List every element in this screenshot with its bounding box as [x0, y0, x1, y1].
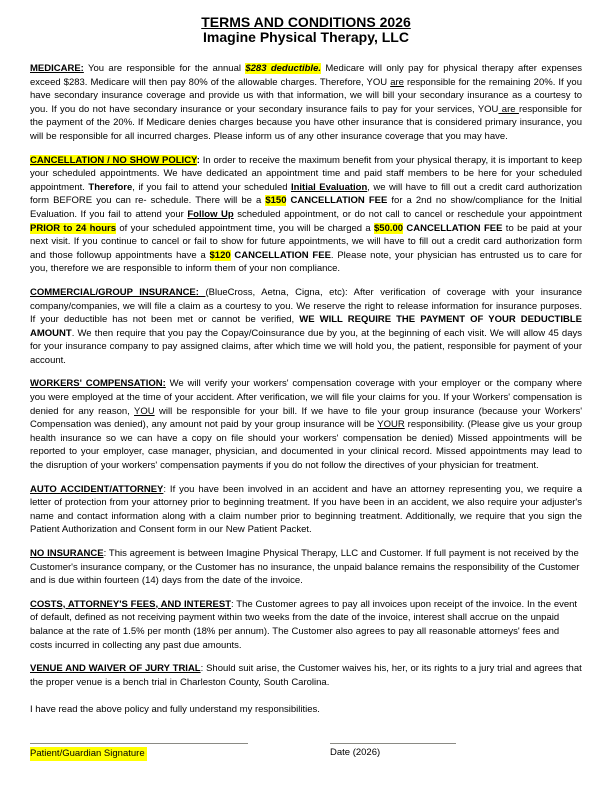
date-field [330, 743, 530, 761]
paragraph-cancellation-no-show-policy [30, 154, 582, 276]
text-run: CANCELLATION FEE [286, 195, 388, 207]
acknowledgement-statement: I have read the above policy and fully understand my responsibilities. [30, 704, 320, 716]
text-run: $283 deductible. [245, 63, 321, 74]
text-run: CANCELLATION FEE [230, 249, 331, 261]
text-run: . We then require that you pay the Copay/Coinsurance due by you, at the beginning of each visit. We will allow 45 days for your insurance company to pay assigned claims, after which time we will hold you, the patient, responsible for payment of your account. [30, 327, 582, 366]
text-run: . Please note, your physician has entrusted us to care for you, therefore we are responsible to inform them of your non compliance. [30, 249, 583, 275]
text-run: are [498, 103, 519, 115]
text-run: COMMERCIAL/GROUP INSURANCE: [30, 286, 206, 298]
text-run: PRIOR to 24 hours [30, 222, 117, 234]
text-run: MEDICARE: [30, 63, 84, 74]
patient-signature-field [30, 743, 330, 761]
text-run: We will verify your workers' compensation coverage with your employer or the company where you were employed at the time of your accident. After verification, we will file your claims for you. If your Workers' compensation is denied for any reason, [30, 378, 582, 417]
text-run: : If you have been involved in an accident and have an attorney representing you, we require a letter of protection from your attorney prior to beginning treatment. If you have been in an accident, we also require your adjuster's name and contact information along with a claim number prior to beginning treatment. Additionally, we require that you sign the Patient Authorization and Consent form in our New Patient Packet. [30, 483, 582, 536]
text-run: Initial Evaluation [290, 181, 368, 193]
paragraph-medicare [30, 62, 582, 144]
paragraph-workers-compensation [30, 377, 582, 472]
text-run: COSTS, ATTORNEY'S FEES, AND INTEREST [30, 598, 231, 610]
text-run: are [390, 76, 404, 88]
text-run: : The Customer agrees to pay all invoices upon receipt of the invoice. In the event of default, defined as not receiving payment within two weeks from the date of the invoice, interest shall accrue on the unpaid balance at the rate of 1.5% per month (18% per annum). The Customer also agrees to pay all reasonable attorneys' fees and costs incurred in collecting any past due amounts. [30, 598, 578, 651]
text-run: responsibility. (Please give us your group health insurance so we can have a copy on file should your workers' compensation be denied) Missed appointments will be reported to your employer, case manager, physician, and documented in your clinical record. Missed appointments may lead to the disruption of your workers' compensation payments if you do not follow the directives of your physician for treatment. [30, 419, 582, 472]
document-title-block [30, 15, 582, 45]
patient-signature-line[interactable] [30, 743, 248, 744]
text-run: NO INSURANCE [30, 548, 104, 559]
text-run: In order to receive the maximum benefit from your physical therapy, it is important to keep your scheduled appointments. We have dedicated an appointment time and paid staff members to be here for your scheduled appointment. [30, 154, 583, 193]
text-run: scheduled appointment, or do not call to cancel or reschedule your appointment [233, 208, 582, 220]
text-run: to be paid at your next visit. If you continue to cancel or fail to show for future appointments, we will have to fill out a credit card authorization form and those followup appointments have a [30, 222, 583, 261]
text-run: for a 2nd no show/compliance for the Initial Evaluation. If you fail to attend your [30, 195, 582, 220]
date-line[interactable] [330, 743, 456, 744]
paragraph-costs-attorneys-fees-interest [30, 598, 582, 652]
text-run: YOUR [377, 419, 405, 431]
patient-signature-label: Patient/Guardian Signature [30, 747, 145, 759]
paragraph-venue-waiver-jury-trial [30, 662, 582, 689]
text-run: (BlueCross, Aetna, Cigna, etc): After verification of coverage with your insurance company/companies, we will file a claim as a courtesy to you. We reserve the right to release information for insurance purposes. If your deductible has not been met or cannot be verified, [30, 286, 582, 326]
text-run: $150 [265, 195, 287, 207]
text-run: , we will have to fill out a credit card authorization form BEFORE you can re- schedule. There will be a [30, 181, 582, 207]
text-run: : This agreement is between Imagine Physical Therapy, LLC and Customer. If full payment is not received by the Customer's insurance company, or the Customer has no insurance, the unpaid balance remains the responsibility of the Customer and is due within fourteen (14) days from the date of the invoice. [30, 548, 580, 587]
text-run: : Should suit arise, the Customer waives his, her, or its rights to a jury trial and agrees that the proper venue is a bench trial in Charleston County, South Carolina. [30, 663, 582, 688]
text-run: will be responsible for your bill. If we have to file your group insurance (because your Workers' Compensation was denied), any amount not paid by your group insurance will be [30, 405, 583, 431]
text-run: VENUE AND WAIVER OF JURY TRIAL [30, 663, 201, 675]
paragraph-commercial-group-insurance [30, 286, 582, 368]
paragraph-no-insurance [30, 547, 582, 588]
text-run: responsible for the remaining 20%. If you have secondary insurance coverage and provide us with that information, we will bill your secondary insurance as a courtesy to you. If you do not have secondary insurance or your secondary insurance fails to pay for your services, YOU [30, 76, 583, 115]
text-run: $50.00 [374, 222, 404, 234]
date-label: Date (2026) [330, 746, 381, 758]
text-run: : [196, 154, 200, 166]
text-run: CANCELLATION / NO SHOW POLICY [30, 154, 197, 166]
text-run: AUTO ACCIDENT/ATTORNEY [30, 483, 164, 495]
company-name: Imagine Physical Therapy, LLC [203, 29, 409, 45]
text-run: YOU [134, 405, 155, 417]
text-run: $120 [209, 249, 231, 261]
text-run: You are responsible for the annual [83, 63, 246, 74]
text-run: Medicare will only pay for physical therapy after expenses exceed $283. Medicare will then pay 80% of the allowable charges. Therefore, YOU [30, 63, 582, 88]
document-title: TERMS AND CONDITIONS 2026 [201, 14, 411, 30]
text-run: WORKERS' COMPENSATION: [30, 378, 166, 390]
text-run: , if you fail to attend your scheduled [132, 181, 291, 193]
paragraph-auto-accident-attorney [30, 483, 582, 537]
text-run: responsible for the payment of the 20%. If Medicare denies charges because you have other insurance that is considered primary insurance, you will be responsible for all incurred charges. Please inform us of any other insurance coverage that you may have. [30, 103, 582, 142]
text-run: CANCELLATION FEE [403, 222, 503, 234]
text-run: Follow Up [187, 208, 234, 220]
text-run: WE WILL REQUIRE THE PAYMENT OF YOUR DEDUCTIBLE AMOUNT [30, 314, 582, 339]
text-run: of your scheduled appointment time, you will be charged a [116, 222, 375, 234]
text-run: Therefore [88, 181, 133, 193]
signature-block [30, 743, 582, 761]
